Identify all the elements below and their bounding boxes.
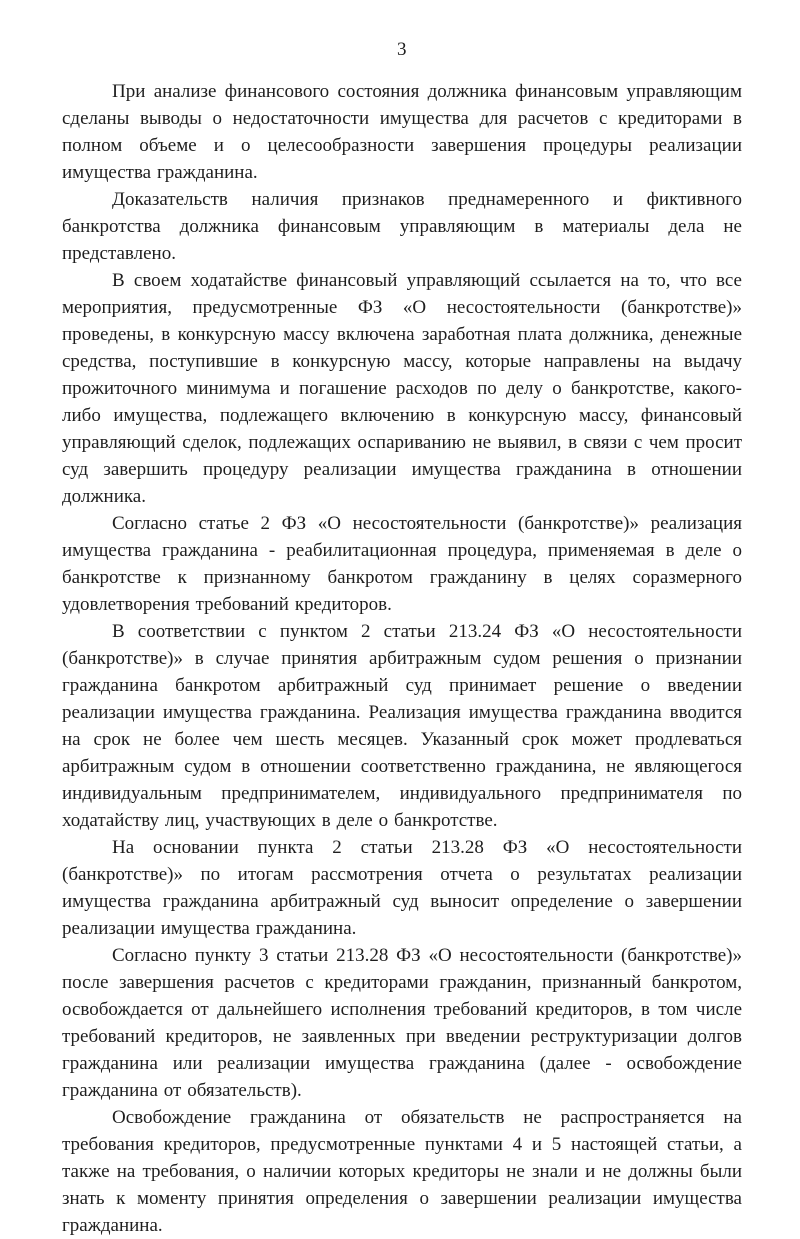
- paragraph-financial-analysis: При анализе финансового состояния должника финансовым управляющим сделаны выводы о недостаточности имущества для расчетов с кредиторами в полном объеме и о целесообразности завершения процедуры реализации имущества гражданина.: [62, 81, 742, 183]
- document-body: [62, 78, 742, 1239]
- page-number: 3: [397, 39, 407, 60]
- paragraph-article-213-28-p2: На основании пункта 2 статьи 213.28 ФЗ «О несостоятельности (банкротстве)» по итогам рассмотрения отчета о результатах реализации имущества гражданина арбитражный суд выносит определение о завершении реализации имущества гражданина.: [62, 837, 742, 939]
- paragraph-article-213-24: В соответствии с пунктом 2 статьи 213.24 ФЗ «О несостоятельности (банкротстве)» в случае принятия арбитражным судом решения о признании гражданина банкротом арбитражный суд принимает решение о введении реализации имущества гражданина. Реализация имущества гражданина вводится на срок не более чем шесть месяцев. Указанный срок может продлеваться арбитражным судом в отношении соответственно гражданина, не являющегося индивидуальным предпринимателем, индивидуального предпринимателя по ходатайству лиц, участвующих в деле о банкротстве.: [62, 621, 742, 831]
- paragraph-article-2: Согласно статье 2 ФЗ «О несостоятельности (банкротстве)» реализация имущества гражданина - реабилитационная процедура, применяемая в деле о банкротстве к признанному банкротом гражданину в целях соразмерного удовлетворения требований кредиторов.: [62, 513, 742, 615]
- paragraph-article-213-28-p3: Согласно пункту 3 статьи 213.28 ФЗ «О несостоятельности (банкротстве)» после завершения расчетов с кредиторами гражданин, признанный банкротом, освобождается от дальнейшего исполнения требований кредиторов, в том числе требований кредиторов, не заявленных при введении реструктуризации долгов гражданина или реализации имущества гражданина (далее - освобождение гражданина от обязательств).: [62, 945, 742, 1101]
- paragraph-manager-motion: В своем ходатайстве финансовый управляющий ссылается на то, что все мероприятия, предусмотренные ФЗ «О несостоятельности (банкротстве)» проведены, в конкурсную массу включена заработная плата должника, денежные средства, поступившие в конкурсную массу, которые направлены на выдачу прожиточного минимума и погашение расходов по делу о банкротстве, какого-либо имущества, подлежащего включению в конкурсную массу, финансовый управляющий сделок, подлежащих оспариванию не выявил, в связи с чем просит суд завершить процедуру реализации имущества гражданина в отношении должника.: [62, 270, 742, 507]
- paragraph-no-evidence: Доказательств наличия признаков преднамеренного и фиктивного банкротства должника финансовым управляющим в материалы дела не представлено.: [62, 189, 742, 264]
- paragraph-release-exceptions: Освобождение гражданина от обязательств не распространяется на требования кредиторов, предусмотренные пунктами 4 и 5 настоящей статьи, а также на требования, о наличии которых кредиторы не знали и не должны были знать к моменту принятия определения о завершении реализации имущества гражданина.: [62, 1107, 742, 1236]
